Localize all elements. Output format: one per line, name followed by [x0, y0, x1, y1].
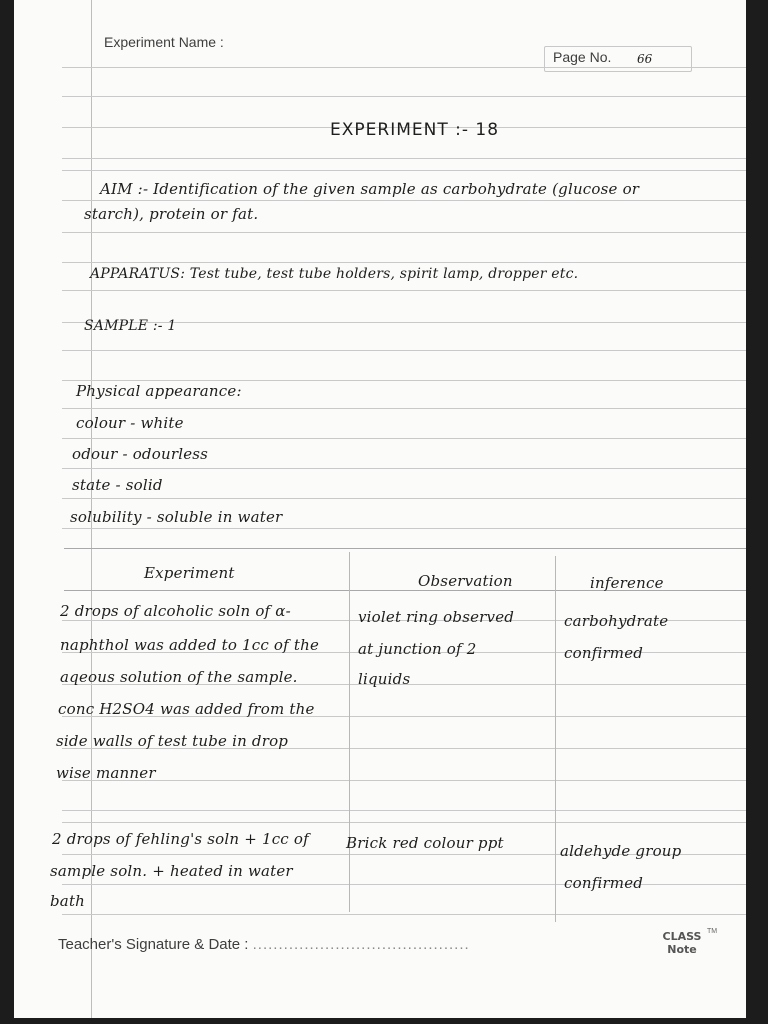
row2-experiment-line-3: bath — [50, 892, 86, 910]
page-no-label: Page No. — [553, 49, 612, 65]
aim-line-2: starch), protein or fat. — [84, 205, 259, 223]
row2-experiment-line-1: 2 drops of fehling's soln + 1cc of — [52, 830, 309, 848]
row1-experiment-line-5: side walls of test tube in drop — [56, 732, 289, 750]
ruled-line — [62, 914, 746, 915]
row1-observation-line-3: liquids — [358, 670, 411, 688]
ruled-line — [62, 528, 746, 529]
row1-experiment-line-1: 2 drops of alcoholic soln of α- — [60, 602, 291, 620]
table-header-inference: inference — [590, 574, 664, 592]
physical-odour: odour - odourless — [72, 445, 209, 463]
logo-trademark: TM — [707, 928, 718, 935]
logo-line-1: CLASS — [662, 930, 702, 943]
notebook-page — [14, 0, 746, 1018]
physical-colour: colour - white — [76, 414, 184, 432]
ruled-line — [62, 822, 746, 823]
row1-inference-line-2: confirmed — [564, 644, 644, 662]
row1-observation-line-2: at junction of 2 — [358, 640, 477, 658]
ruled-line — [62, 380, 746, 381]
ruled-line — [62, 350, 746, 351]
table-header-experiment: Experiment — [144, 564, 235, 582]
ruled-line — [62, 200, 746, 201]
page-no-value: 66 — [637, 52, 653, 66]
table-top-border — [64, 548, 746, 549]
table-column-divider-1 — [349, 552, 350, 912]
ruled-line — [62, 884, 746, 885]
sample-label: SAMPLE :- 1 — [84, 318, 177, 334]
row1-experiment-line-4: conc H2SO4 was added from the — [58, 700, 315, 718]
ruled-line — [62, 232, 746, 233]
table-header-observation: Observation — [418, 572, 513, 590]
ruled-line — [62, 170, 746, 171]
row2-experiment-line-2: sample soln. + heated in water — [50, 862, 293, 880]
teacher-signature-label — [58, 936, 470, 953]
ruled-line — [62, 290, 746, 291]
ruled-line — [62, 468, 746, 469]
ruled-line — [62, 810, 746, 811]
ruled-line — [62, 498, 746, 499]
logo-line-2: Note — [667, 943, 697, 956]
apparatus-text: APPARATUS: Test tube, test tube holders, spirit lamp, dropper etc. — [90, 266, 579, 282]
teacher-signature-text: Teacher's Signature & Date : — [58, 936, 249, 953]
ruled-line — [62, 67, 746, 68]
page-number-box — [544, 46, 692, 72]
physical-appearance-heading: Physical appearance: — [76, 382, 242, 400]
ruled-line — [62, 96, 746, 97]
row2-observation-line-1: Brick red colour ppt — [346, 834, 504, 852]
ruled-line — [62, 408, 746, 409]
aim-line-1: AIM :- Identification of the given sample as carbohydrate (glucose or — [100, 180, 640, 198]
row2-inference-line-1: aldehyde group — [560, 842, 682, 860]
ruled-line — [62, 158, 746, 159]
physical-solubility: solubility - soluble in water — [70, 508, 283, 526]
row1-observation-line-1: violet ring observed — [358, 608, 515, 626]
experiment-name-label: Experiment Name : — [104, 34, 224, 50]
row1-experiment-line-3: aqeous solution of the sample. — [60, 668, 298, 686]
signature-dotted-line: .......................................... — [252, 936, 470, 953]
physical-state: state - solid — [72, 476, 163, 494]
row1-experiment-line-6: wise manner — [56, 764, 156, 782]
row1-experiment-line-2: naphthol was added to 1cc of the — [60, 636, 320, 654]
classnote-logo — [659, 930, 705, 966]
ruled-line — [62, 262, 746, 263]
table-column-divider-2 — [555, 556, 556, 922]
row2-inference-line-2: confirmed — [564, 874, 644, 892]
ruled-line — [62, 780, 746, 781]
experiment-title: EXPERIMENT :- 18 — [330, 120, 500, 140]
ruled-line — [62, 438, 746, 439]
row1-inference-line-1: carbohydrate — [564, 612, 669, 630]
